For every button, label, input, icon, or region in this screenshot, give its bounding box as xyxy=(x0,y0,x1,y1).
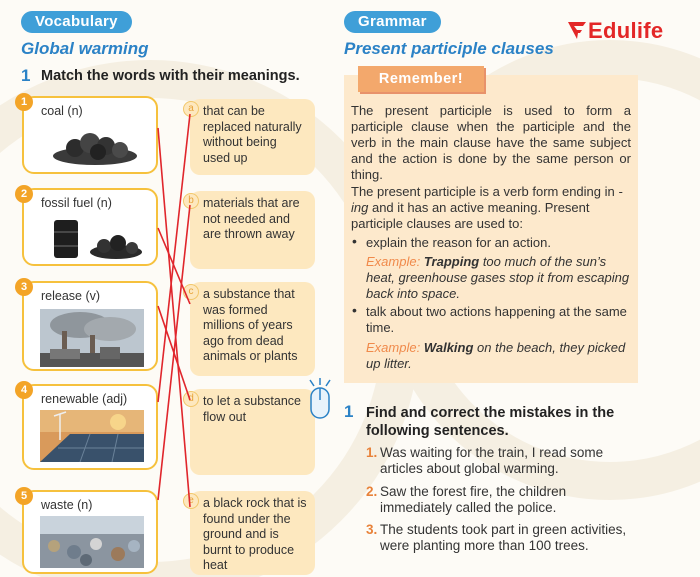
grammar-bullet-2: talk about two actions happening at the same time. xyxy=(366,304,627,335)
vocabulary-task-number: 1 xyxy=(21,66,31,85)
mouse-icon xyxy=(306,378,334,420)
word-box-waste[interactable] xyxy=(22,490,158,574)
meaning-letter: c xyxy=(183,284,199,300)
meaning-box-c[interactable] xyxy=(190,282,315,376)
grammar-paragraph-2: The present participle is a verb form ending in -ing and it has an active meaning. Present participle clauses are used to: xyxy=(351,184,623,231)
word-number: 4 xyxy=(15,381,33,399)
fossil-fuel-image xyxy=(48,218,148,260)
ing-suffix: -ing xyxy=(351,184,623,215)
grammar-title: Present participle clauses xyxy=(344,39,554,58)
word-label: coal (n) xyxy=(41,104,83,118)
word-number: 2 xyxy=(15,185,33,203)
meaning-text: materials that are not needed and are thrown away xyxy=(203,196,300,241)
word-label: waste (n) xyxy=(41,498,93,512)
word-box-coal[interactable] xyxy=(22,96,158,174)
exercise-item-1-line2: articles about global warming. xyxy=(380,461,559,476)
meaning-letter: b xyxy=(183,193,199,209)
meaning-text: a substance that was formed millions of years ago from dead animals or plants xyxy=(203,287,298,363)
word-number: 5 xyxy=(15,487,33,505)
remember-tab: Remember! xyxy=(358,66,484,92)
vocabulary-task-text: Match the words with their meanings. xyxy=(41,68,300,84)
exercise-number: 1 xyxy=(344,402,354,421)
exercise-item-number: 3. xyxy=(366,522,378,537)
meaning-text: that can be replaced naturally without being used up xyxy=(203,104,302,165)
vocabulary-pill: Vocabulary xyxy=(21,11,132,33)
factory-smoke-image xyxy=(40,309,144,367)
grammar-paragraph-1: The present participle is used to form a participle clause when the participle and the verb in the main clause have the same subject and the action is done by the same person or thing. xyxy=(351,103,631,182)
exercise-item-2-line2: immediately called the police. xyxy=(380,500,557,515)
coal-image xyxy=(50,128,140,166)
meaning-box-d[interactable] xyxy=(190,389,315,475)
meaning-letter: d xyxy=(183,391,199,407)
exercise-item-number: 2. xyxy=(366,484,378,499)
exercise-item-3-line2: were planting more than 100 trees. xyxy=(380,538,589,553)
word-box-release[interactable] xyxy=(22,281,158,371)
edulife-logo-text: Edulife xyxy=(588,18,664,43)
edulife-logo-icon xyxy=(566,19,588,41)
bullet-dot-2: • xyxy=(352,302,357,318)
word-label: fossil fuel (n) xyxy=(41,196,112,210)
meaning-box-e[interactable] xyxy=(190,491,315,575)
word-box-fossil-fuel[interactable] xyxy=(22,188,158,266)
waste-pile-image xyxy=(40,516,144,568)
meaning-box-a[interactable] xyxy=(190,99,315,175)
grammar-bullet-1: explain the reason for an action. xyxy=(366,235,552,250)
meaning-text: a black rock that is found under the ground and is burnt to produce heat xyxy=(203,496,307,572)
grammar-pill: Grammar xyxy=(344,11,441,33)
meaning-box-b[interactable] xyxy=(190,191,315,269)
exercise-item-2-line1: Saw the forest fire, the children xyxy=(380,484,567,499)
word-label: release (v) xyxy=(41,289,101,303)
word-number: 1 xyxy=(15,93,33,111)
exercise-item-3-line1: The students took part in green activities, xyxy=(380,522,627,537)
word-number: 3 xyxy=(15,278,33,296)
meaning-letter: e xyxy=(183,493,199,509)
exercise-instruction-line2: following sentences. xyxy=(366,423,509,439)
word-label: renewable (adj) xyxy=(41,392,128,406)
meaning-text: to let a substance flow out xyxy=(203,394,301,424)
solar-panels-image xyxy=(40,410,144,462)
edulife-logo xyxy=(566,18,663,44)
grammar-example-1: Example: Trapping too much of the sun’s heat, greenhouse gases stop it from escaping back into space. xyxy=(366,254,630,301)
word-box-renewable[interactable] xyxy=(22,384,158,470)
exercise-item-number: 1. xyxy=(366,445,378,460)
exercise-item-1-line1: Was waiting for the train, I read some xyxy=(380,445,604,460)
meaning-letter: a xyxy=(183,101,199,117)
bullet-dot-1: • xyxy=(352,233,357,249)
exercise-instruction-line1: Find and correct the mistakes in the xyxy=(366,405,615,421)
grammar-example-2: Example: Walking on the beach, they picked up litter. xyxy=(366,340,626,371)
vocabulary-title: Global warming xyxy=(21,39,149,58)
